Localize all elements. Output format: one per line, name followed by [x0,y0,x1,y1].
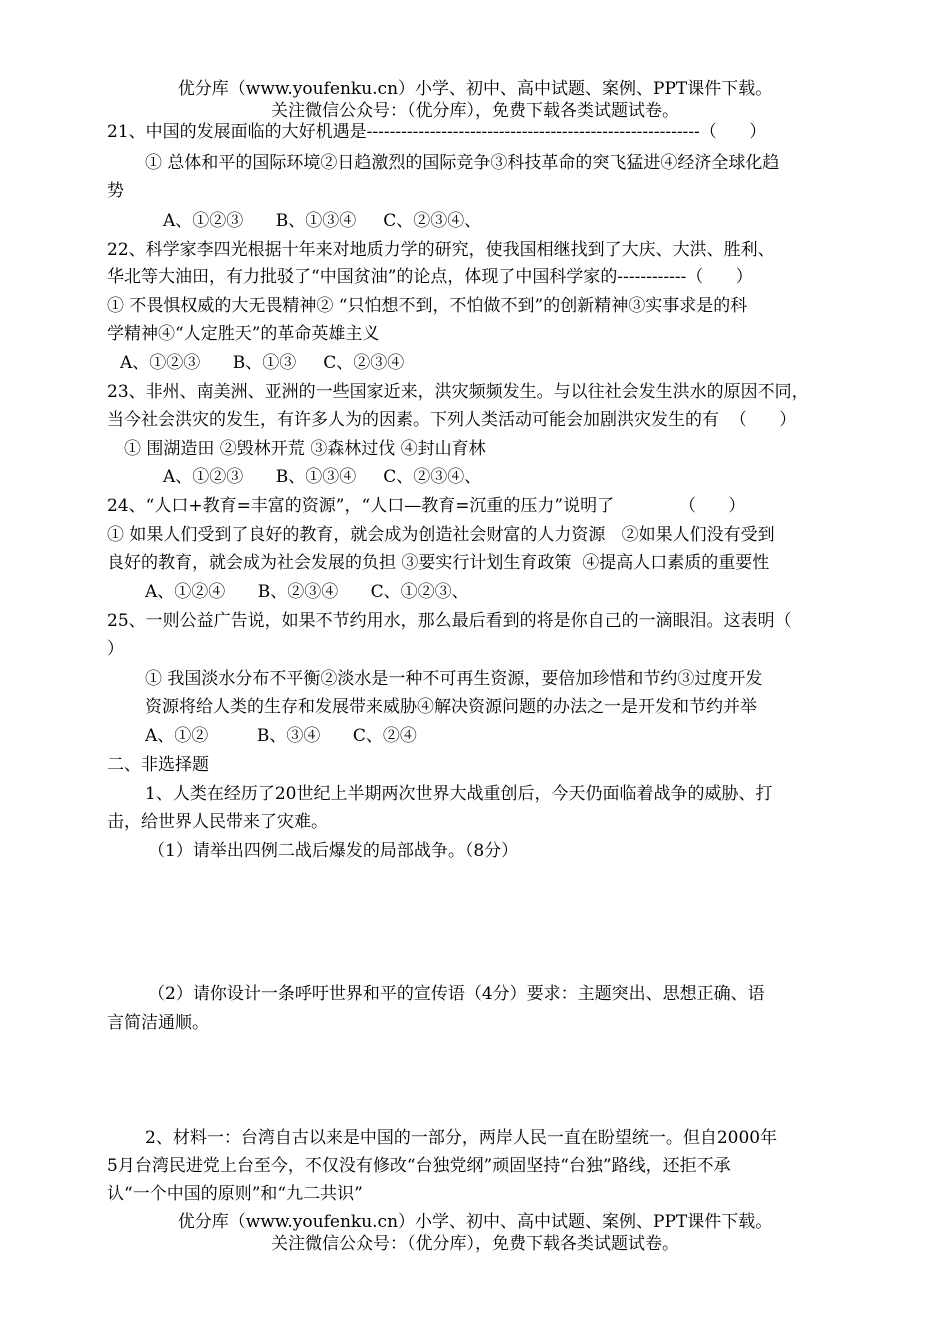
s2q1-sub-2-line-2: 言简洁通顺。 [107,1013,209,1033]
q25-stem-2: ） [107,639,124,659]
q22-stem-1: 22、科学家李四光根据十年来对地质力学的研究，使我国相继找到了大庆、大洪、胜利、 [107,240,775,260]
q23-stem-2: 当今社会洪灾的发生，有许多人为的因素。下列人类活动可能会加剧洪灾发生的有 （ ） [107,410,797,430]
q21-options-1: ① 总体和平的国际环境②日趋激烈的国际竞争③科技革命的突飞猛进④经济全球化趋 [145,153,780,173]
q21-options-2: 势 [107,181,124,201]
q23-choices: A、①②③ B、①③④ C、②③④、 [163,467,482,487]
header-line-1: 优分库（www.youfenku.cn）小学、初中、高中试题、案例、PPT课件下载。 [177,79,773,99]
q22-choices: A、①②③ B、①③ C、②③④ [120,353,405,373]
q22-stem-2: 华北等大油田，有力批驳了“中国贫油”的论点，体现了中国科学家的------------（ ） [107,267,753,287]
s2q1-stem-2: 击，给世界人民带来了灾难。 [107,812,328,832]
q24-options-1: ① 如果人们受到了良好的教育，就会成为创造社会财富的人力资源 ②如果人们没有受到 [107,525,775,545]
s2q2-line-2: 5月台湾民进党上台至今，不仅没有修改“台独党纲”顽固坚持“台独”路线，还拒不承 [107,1156,731,1176]
s2q2-line-1: 2、材料一：台湾自古以来是中国的一部分，两岸人民一直在盼望统一。但自2000年 [145,1128,778,1148]
s2q1-stem-1: 1、人类在经历了20世纪上半期两次世界大战重创后，今天仍面临着战争的威胁、打 [145,784,773,804]
q25-stem-1: 25、一则公益广告说，如果不节约用水，那么最后看到的将是你自己的一滴眼泪。这表明（ [107,611,792,631]
q24-stem: 24、“人口+教育=丰富的资源”，“人口—教育=沉重的压力”说明了 （ ） [107,496,746,516]
s2q1-sub-2-line-1: （2）请你设计一条呼吁世界和平的宣传语（4分）要求：主题突出、思想正确、语 [148,984,765,1004]
q23-options: ① 围湖造田 ②毁林开荒 ③森林过伐 ④封山育林 [124,439,486,459]
q23-stem-1: 23、非州、南美洲、亚洲的一些国家近来，洪灾频频发生。与以往社会发生洪水的原因不同， [107,382,809,402]
s2q2-line-3: 认“一个中国的原则”和“九二共识” [107,1184,363,1204]
q21-choices: A、①②③ B、①③④ C、②③④、 [163,211,482,231]
q21-stem: 21、中国的发展面临的大好机遇是----------------------------------------------------------（ ） [107,122,767,142]
q25-choices: A、①② B、③④ C、②④ [145,726,417,746]
footer-line-2: 关注微信公众号：（优分库），免费下载各类试题试卷。 [271,1234,679,1254]
q25-options-1: ① 我国淡水分布不平衡②淡水是一种不可再生资源，要倍加珍惜和节约③过度开发 [145,669,763,689]
q24-choices: A、①②④ B、②③④ C、①②③、 [145,582,469,602]
q22-options-2: 学精神④“人定胜天”的革命英雄主义 [107,324,380,344]
section2-title: 二、非选择题 [107,755,209,775]
footer-line-1: 优分库（www.youfenku.cn）小学、初中、高中试题、案例、PPT课件下载。 [177,1212,773,1232]
q24-options-2: 良好的教育，就会成为社会发展的负担 ③要实行计划生育政策 ④提高人口素质的重要性 [107,553,770,573]
q22-options-1: ① 不畏惧权威的大无畏精神② “只怕想不到，不怕做不到”的创新精神③实事求是的科 [107,296,748,316]
q25-options-2: 资源将给人类的生存和发展带来威胁④解决资源问题的办法之一是开发和节约并举 [145,697,757,717]
header-line-2: 关注微信公众号：（优分库），免费下载各类试题试卷。 [271,101,679,121]
s2q1-sub-1: （1）请举出四例二战后爆发的局部战争。（8分） [148,841,519,861]
